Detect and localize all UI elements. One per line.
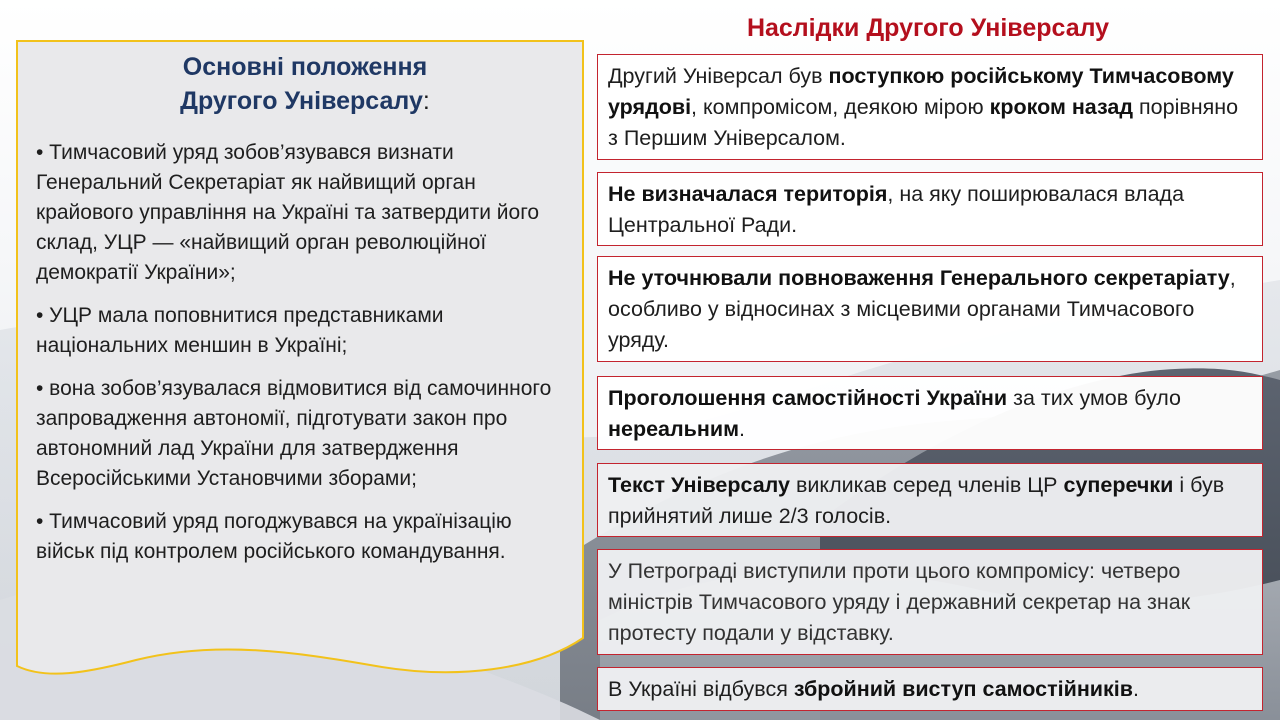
consequence-card: [597, 172, 1263, 246]
panel-title-colon: :: [422, 87, 430, 115]
card-emphasis: Не визначалася територія: [608, 182, 888, 206]
consequence-card: [597, 463, 1263, 537]
card-text: порівняно з Першим Універсалом.: [608, 95, 1239, 150]
card-text: В Україні відбувся: [608, 677, 794, 701]
card-text: , особливо у відносинах з місцевими органами Тимчасового уряду.: [608, 266, 1236, 352]
card-text: і був прийнятий лише 2/3 голосів.: [608, 473, 1225, 528]
consequence-card: [597, 667, 1263, 711]
panel-content: [36, 50, 574, 580]
consequence-card: [597, 549, 1263, 655]
panel-title-line-2: [36, 84, 574, 118]
card-emphasis: нереальним: [608, 417, 739, 441]
card-text: .: [738, 417, 745, 441]
provision-item: • Тимчасовий уряд погоджувався на українізацію військ під контролем російського командування.: [36, 510, 512, 563]
card-text: .: [1132, 677, 1139, 701]
main-provisions-panel: [16, 40, 584, 682]
card-emphasis: Проголошення самостійності України: [608, 386, 1008, 410]
panel-title: [36, 50, 574, 118]
card-emphasis: поступкою російському Тимчасовому урядові: [608, 64, 1234, 119]
card-text: У Петрограді виступили проти цього компромісу: четверо міністрів Тимчасового уряду і державний секретар на знак протесту подали у відставку.: [608, 559, 1191, 645]
card-text: , на яку поширювалася влада Центральної Ради.: [608, 182, 1185, 237]
card-emphasis: суперечки: [1063, 473, 1174, 497]
provision-item: • вона зобов’язувалася відмовитися від самочинного запровадження автономії, підготувати закон про автономний лад України для затвердження Всеросійськими Установчими зборами;: [36, 377, 552, 490]
provision-item: • Тимчасовий уряд зобов’язувався визнати Генеральний Секретаріат як найвищий орган крайового управління на Україні та затвердити його склад, УЦР — «найвищий орган революційної демократії України»;: [36, 141, 540, 284]
panel-title-line-1: Основні положення: [182, 53, 428, 81]
card-text: за тих умов було: [1007, 386, 1181, 410]
card-text: , компромісом, деякою мірою: [691, 95, 990, 119]
card-emphasis: Не уточнювали повноваження Генерального секретаріату: [608, 266, 1230, 290]
card-emphasis: збройний виступ самостійників: [793, 677, 1133, 701]
card-emphasis: кроком назад: [989, 95, 1134, 119]
consequence-card: [597, 376, 1263, 450]
card-emphasis: Текст Універсалу: [608, 473, 791, 497]
consequence-card: [597, 54, 1263, 160]
panel-title-text: Другого Універсалу: [180, 87, 423, 115]
card-text: викликав серед членів ЦР: [790, 473, 1064, 497]
provision-item: • УЦР мала поповнитися представниками національних меншин в Україні;: [36, 304, 444, 357]
card-text: Другий Універсал був: [608, 64, 829, 88]
consequence-card: [597, 256, 1263, 362]
consequences-title: Наслідки Другого Універсалу: [746, 14, 1110, 42]
